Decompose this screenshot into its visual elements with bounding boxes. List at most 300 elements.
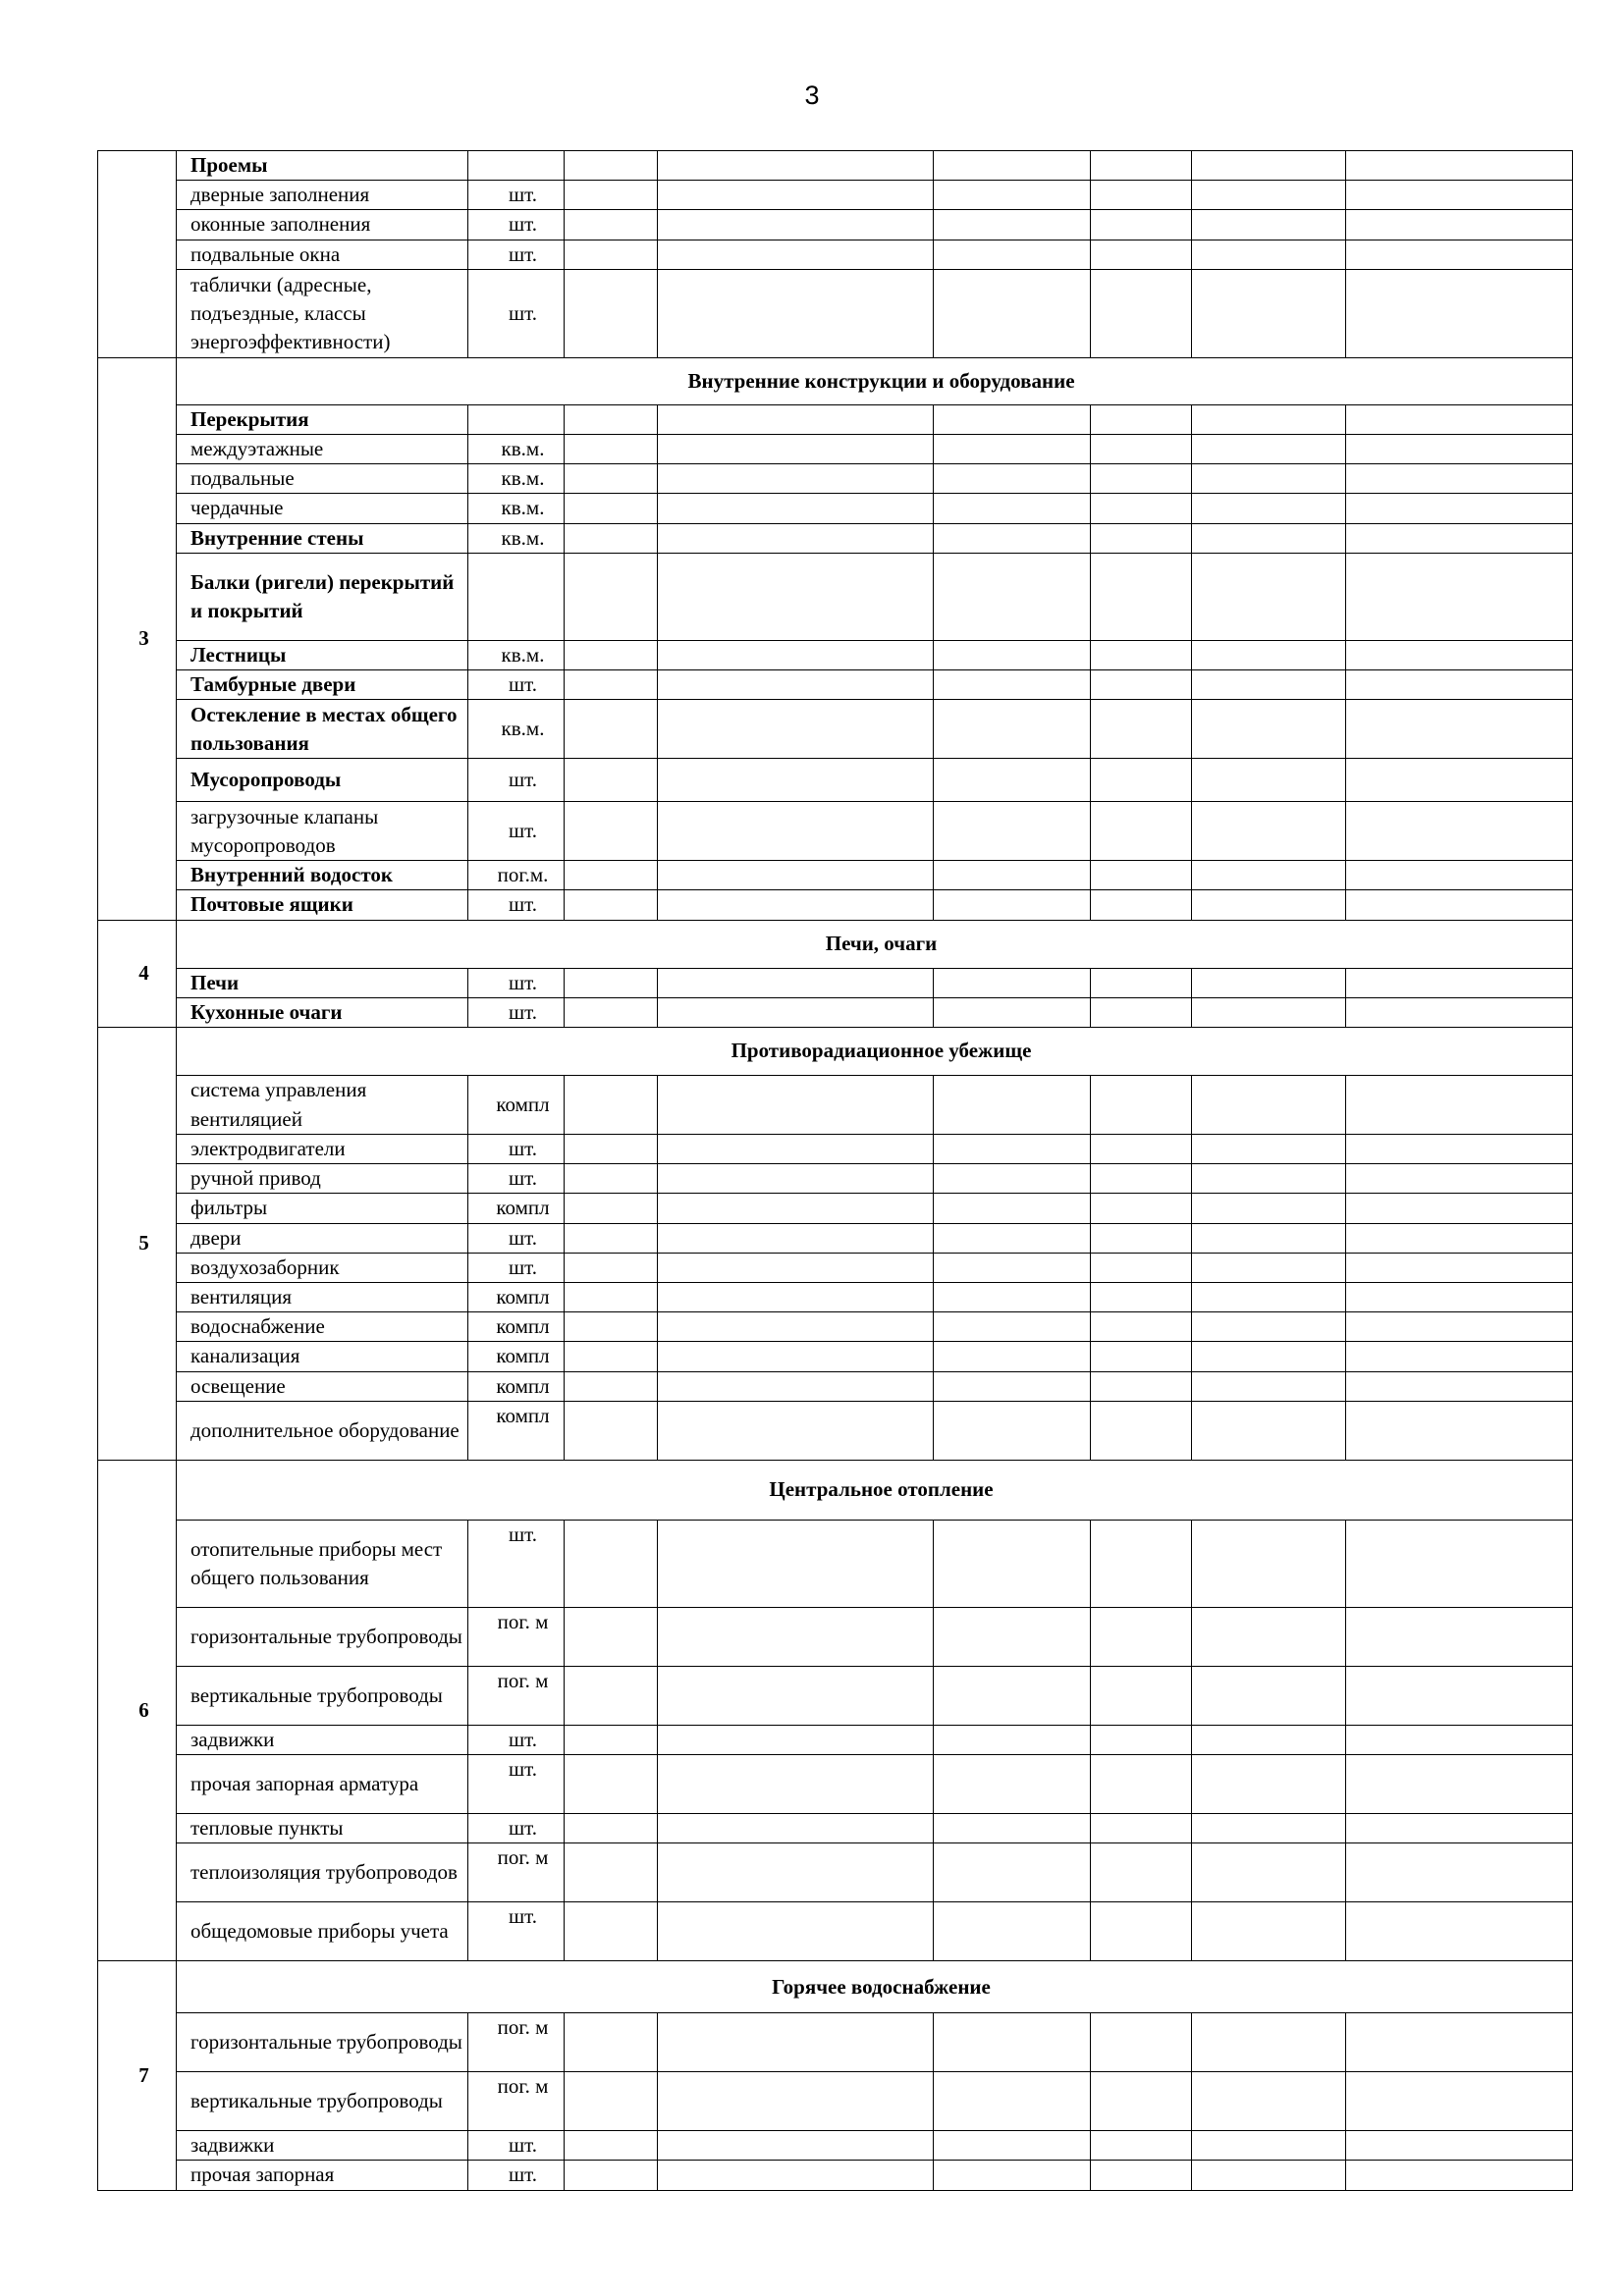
empty-cell[interactable]	[934, 1666, 1091, 1725]
empty-cell[interactable]	[1091, 1283, 1192, 1312]
empty-cell[interactable]	[934, 1755, 1091, 1814]
section-header-row	[98, 1460, 1573, 1520]
empty-cell[interactable]	[658, 523, 934, 553]
empty-cell[interactable]	[658, 968, 934, 997]
item-unit: шт.	[468, 1164, 565, 1194]
empty-cell[interactable]	[658, 1076, 934, 1135]
item-unit: компл	[468, 1371, 565, 1401]
table-row	[98, 802, 1573, 861]
empty-cell[interactable]	[1346, 1076, 1573, 1135]
empty-cell[interactable]	[1192, 1520, 1346, 1607]
empty-cell[interactable]	[658, 2131, 934, 2161]
empty-cell[interactable]	[1091, 553, 1192, 640]
empty-cell[interactable]	[565, 2131, 658, 2161]
empty-cell[interactable]	[934, 181, 1091, 210]
empty-cell[interactable]	[1192, 181, 1346, 210]
empty-cell[interactable]	[934, 523, 1091, 553]
empty-cell[interactable]	[934, 670, 1091, 700]
empty-cell[interactable]	[1192, 997, 1346, 1027]
empty-cell[interactable]	[565, 1814, 658, 1843]
empty-cell[interactable]	[1192, 494, 1346, 523]
item-unit: пог. м	[468, 2072, 565, 2131]
empty-cell[interactable]	[565, 181, 658, 210]
empty-cell[interactable]	[658, 2072, 934, 2131]
empty-cell[interactable]	[1192, 1164, 1346, 1194]
empty-cell[interactable]	[1091, 1076, 1192, 1135]
empty-cell[interactable]	[1091, 269, 1192, 357]
empty-cell[interactable]	[1192, 2072, 1346, 2131]
empty-cell[interactable]	[934, 1814, 1091, 1843]
section-title: Внутренние конструкции и оборудование	[177, 357, 1573, 404]
section-number: 6	[98, 1460, 177, 1960]
empty-cell[interactable]	[1346, 2131, 1573, 2161]
empty-cell[interactable]	[565, 670, 658, 700]
empty-cell[interactable]	[1346, 1194, 1573, 1223]
empty-cell[interactable]	[1091, 1312, 1192, 1342]
empty-cell[interactable]	[658, 1223, 934, 1253]
empty-cell[interactable]	[934, 861, 1091, 890]
empty-cell[interactable]	[565, 435, 658, 464]
empty-cell[interactable]	[1192, 210, 1346, 240]
empty-cell[interactable]	[1346, 464, 1573, 494]
empty-cell[interactable]	[1192, 640, 1346, 669]
empty-cell[interactable]	[658, 1312, 934, 1342]
empty-cell[interactable]	[658, 861, 934, 890]
empty-cell[interactable]	[658, 2013, 934, 2072]
table-row	[98, 1371, 1573, 1401]
empty-cell[interactable]	[1091, 435, 1192, 464]
item-unit: кв.м.	[468, 700, 565, 759]
empty-cell[interactable]	[658, 640, 934, 669]
empty-cell[interactable]	[1192, 1342, 1346, 1371]
section-number: 5	[98, 1028, 177, 1461]
empty-cell[interactable]	[1192, 1843, 1346, 1902]
empty-cell[interactable]	[934, 1520, 1091, 1607]
empty-cell[interactable]	[1346, 240, 1573, 269]
item-unit: пог.м.	[468, 861, 565, 890]
empty-cell[interactable]	[1346, 553, 1573, 640]
empty-cell[interactable]	[934, 494, 1091, 523]
empty-cell[interactable]	[658, 151, 934, 181]
empty-cell[interactable]	[934, 151, 1091, 181]
empty-cell[interactable]	[565, 269, 658, 357]
empty-cell[interactable]	[1192, 1194, 1346, 1223]
empty-cell[interactable]	[1091, 670, 1192, 700]
empty-cell[interactable]	[565, 1755, 658, 1814]
empty-cell[interactable]	[1091, 210, 1192, 240]
empty-cell[interactable]	[1192, 1607, 1346, 1666]
empty-cell[interactable]	[934, 1342, 1091, 1371]
empty-cell[interactable]	[934, 553, 1091, 640]
empty-cell[interactable]	[1091, 464, 1192, 494]
empty-cell[interactable]	[565, 2161, 658, 2190]
item-unit: шт.	[468, 1814, 565, 1843]
item-name: система управления вентиляцией	[177, 1076, 468, 1135]
empty-cell[interactable]	[1346, 1371, 1573, 1401]
table-row	[98, 890, 1573, 920]
empty-cell[interactable]	[1346, 1814, 1573, 1843]
empty-cell[interactable]	[1346, 1342, 1573, 1371]
empty-cell[interactable]	[658, 464, 934, 494]
empty-cell[interactable]	[565, 640, 658, 669]
empty-cell[interactable]	[658, 1371, 934, 1401]
empty-cell[interactable]	[658, 802, 934, 861]
empty-cell[interactable]	[658, 1843, 934, 1902]
empty-cell[interactable]	[1091, 1666, 1192, 1725]
empty-cell[interactable]	[934, 890, 1091, 920]
empty-cell[interactable]	[1091, 523, 1192, 553]
empty-cell[interactable]	[1346, 1401, 1573, 1460]
empty-cell[interactable]	[1091, 1902, 1192, 1961]
empty-cell[interactable]	[565, 240, 658, 269]
empty-cell[interactable]	[1192, 2161, 1346, 2190]
empty-cell[interactable]	[1346, 1725, 1573, 1754]
empty-cell[interactable]	[1346, 269, 1573, 357]
item-unit: шт.	[468, 210, 565, 240]
empty-cell[interactable]	[1346, 1755, 1573, 1814]
empty-cell[interactable]	[658, 1253, 934, 1282]
empty-cell[interactable]	[1346, 523, 1573, 553]
empty-cell[interactable]	[1091, 1755, 1192, 1814]
empty-cell[interactable]	[1091, 404, 1192, 434]
empty-cell[interactable]	[1091, 2131, 1192, 2161]
empty-cell[interactable]	[565, 1725, 658, 1754]
empty-cell[interactable]	[934, 2131, 1091, 2161]
empty-cell[interactable]	[1091, 494, 1192, 523]
empty-cell[interactable]	[1192, 1755, 1346, 1814]
empty-cell[interactable]	[1091, 2161, 1192, 2190]
empty-cell[interactable]	[658, 404, 934, 434]
empty-cell[interactable]	[658, 1814, 934, 1843]
empty-cell[interactable]	[1192, 802, 1346, 861]
empty-cell[interactable]	[1346, 151, 1573, 181]
empty-cell[interactable]	[1091, 759, 1192, 802]
empty-cell[interactable]	[934, 1312, 1091, 1342]
empty-cell[interactable]	[565, 1666, 658, 1725]
table-row	[98, 523, 1573, 553]
empty-cell[interactable]	[1091, 802, 1192, 861]
empty-cell[interactable]	[1192, 269, 1346, 357]
empty-cell[interactable]	[565, 1371, 658, 1401]
empty-cell[interactable]	[658, 1135, 934, 1164]
empty-cell[interactable]	[1091, 240, 1192, 269]
empty-cell[interactable]	[658, 1401, 934, 1460]
empty-cell[interactable]	[658, 2161, 934, 2190]
empty-cell[interactable]	[934, 210, 1091, 240]
empty-cell[interactable]	[934, 269, 1091, 357]
empty-cell[interactable]	[934, 1194, 1091, 1223]
empty-cell[interactable]	[565, 968, 658, 997]
empty-cell[interactable]	[658, 1342, 934, 1371]
empty-cell[interactable]	[934, 700, 1091, 759]
item-name: вертикальные трубопроводы	[177, 1666, 468, 1725]
empty-cell[interactable]	[565, 151, 658, 181]
empty-cell[interactable]	[1192, 1401, 1346, 1460]
empty-cell[interactable]	[565, 700, 658, 759]
empty-cell[interactable]	[1091, 181, 1192, 210]
empty-cell[interactable]	[1091, 1253, 1192, 1282]
empty-cell[interactable]	[565, 494, 658, 523]
empty-cell[interactable]	[1346, 1253, 1573, 1282]
empty-cell[interactable]	[1192, 553, 1346, 640]
empty-cell[interactable]	[1192, 2131, 1346, 2161]
empty-cell[interactable]	[934, 1223, 1091, 1253]
empty-cell[interactable]	[1091, 1223, 1192, 1253]
empty-cell[interactable]	[1346, 2072, 1573, 2131]
empty-cell[interactable]	[1091, 1194, 1192, 1223]
empty-cell[interactable]	[565, 1194, 658, 1223]
empty-cell[interactable]	[565, 861, 658, 890]
empty-cell[interactable]	[565, 553, 658, 640]
empty-cell[interactable]	[1091, 861, 1192, 890]
empty-cell[interactable]	[658, 1902, 934, 1961]
empty-cell[interactable]	[1091, 1607, 1192, 1666]
empty-cell[interactable]	[1346, 802, 1573, 861]
empty-cell[interactable]	[934, 1253, 1091, 1282]
empty-cell[interactable]	[658, 240, 934, 269]
item-unit: кв.м.	[468, 494, 565, 523]
empty-cell[interactable]	[1091, 1520, 1192, 1607]
empty-cell[interactable]	[658, 1194, 934, 1223]
empty-cell[interactable]	[565, 802, 658, 861]
empty-cell[interactable]	[658, 1520, 934, 1607]
table-row	[98, 1164, 1573, 1194]
item-name: подвальные	[177, 464, 468, 494]
empty-cell[interactable]	[658, 1607, 934, 1666]
empty-cell[interactable]	[1192, 670, 1346, 700]
table-row	[98, 1401, 1573, 1460]
empty-cell[interactable]	[934, 1164, 1091, 1194]
empty-cell[interactable]	[1346, 759, 1573, 802]
empty-cell[interactable]	[1346, 2013, 1573, 2072]
empty-cell[interactable]	[1346, 2161, 1573, 2190]
empty-cell[interactable]	[1346, 1283, 1573, 1312]
item-unit: компл	[468, 1076, 565, 1135]
empty-cell[interactable]	[1346, 1135, 1573, 1164]
empty-cell[interactable]	[934, 640, 1091, 669]
empty-cell[interactable]	[1192, 1666, 1346, 1725]
empty-cell[interactable]	[1192, 240, 1346, 269]
item-unit: шт.	[468, 1520, 565, 1607]
empty-cell[interactable]	[1346, 670, 1573, 700]
empty-cell[interactable]	[1192, 435, 1346, 464]
item-name: Балки (ригели) перекрытий и покрытий	[177, 553, 468, 640]
empty-cell[interactable]	[565, 1843, 658, 1902]
empty-cell[interactable]	[1091, 1342, 1192, 1371]
table-row	[98, 700, 1573, 759]
item-unit: пог. м	[468, 1607, 565, 1666]
empty-cell[interactable]	[1192, 464, 1346, 494]
empty-cell[interactable]	[1346, 1607, 1573, 1666]
item-unit: шт.	[468, 240, 565, 269]
empty-cell[interactable]	[1192, 968, 1346, 997]
empty-cell[interactable]	[1192, 151, 1346, 181]
empty-cell[interactable]	[1091, 1135, 1192, 1164]
empty-cell[interactable]	[934, 1283, 1091, 1312]
table-row	[98, 759, 1573, 802]
empty-cell[interactable]	[565, 1164, 658, 1194]
empty-cell[interactable]	[1091, 1843, 1192, 1902]
item-unit	[468, 404, 565, 434]
empty-cell[interactable]	[658, 890, 934, 920]
empty-cell[interactable]	[565, 404, 658, 434]
empty-cell[interactable]	[934, 968, 1091, 997]
empty-cell[interactable]	[1091, 151, 1192, 181]
empty-cell[interactable]	[1346, 640, 1573, 669]
empty-cell[interactable]	[1346, 861, 1573, 890]
empty-cell[interactable]	[1091, 1725, 1192, 1754]
empty-cell[interactable]	[565, 759, 658, 802]
empty-cell[interactable]	[658, 1283, 934, 1312]
empty-cell[interactable]	[1346, 1520, 1573, 1607]
empty-cell[interactable]	[658, 700, 934, 759]
empty-cell[interactable]	[1091, 1164, 1192, 1194]
empty-cell[interactable]	[1346, 997, 1573, 1027]
empty-cell[interactable]	[1346, 1902, 1573, 1961]
empty-cell[interactable]	[1091, 968, 1192, 997]
empty-cell[interactable]	[1091, 1814, 1192, 1843]
empty-cell[interactable]	[658, 670, 934, 700]
empty-cell[interactable]	[1091, 1401, 1192, 1460]
empty-cell[interactable]	[1346, 700, 1573, 759]
table-row	[98, 1076, 1573, 1135]
empty-cell[interactable]	[658, 997, 934, 1027]
empty-cell[interactable]	[565, 1607, 658, 1666]
empty-cell[interactable]	[1091, 640, 1192, 669]
empty-cell[interactable]	[1192, 1814, 1346, 1843]
empty-cell[interactable]	[565, 1253, 658, 1282]
empty-cell[interactable]	[934, 240, 1091, 269]
empty-cell[interactable]	[1346, 435, 1573, 464]
empty-cell[interactable]	[934, 2072, 1091, 2131]
empty-cell[interactable]	[1346, 1312, 1573, 1342]
empty-cell[interactable]	[565, 1076, 658, 1135]
empty-cell[interactable]	[658, 1164, 934, 1194]
empty-cell[interactable]	[1192, 1371, 1346, 1401]
empty-cell[interactable]	[1091, 997, 1192, 1027]
empty-cell[interactable]	[1192, 759, 1346, 802]
empty-cell[interactable]	[1346, 210, 1573, 240]
empty-cell[interactable]	[934, 759, 1091, 802]
empty-cell[interactable]	[658, 494, 934, 523]
table-row	[98, 240, 1573, 269]
empty-cell[interactable]	[1091, 2013, 1192, 2072]
empty-cell[interactable]	[1346, 890, 1573, 920]
empty-cell[interactable]	[565, 1342, 658, 1371]
empty-cell[interactable]	[934, 1135, 1091, 1164]
empty-cell[interactable]	[565, 890, 658, 920]
empty-cell[interactable]	[1192, 404, 1346, 434]
empty-cell[interactable]	[1192, 1725, 1346, 1754]
empty-cell[interactable]	[658, 1666, 934, 1725]
empty-cell[interactable]	[1192, 2013, 1346, 2072]
empty-cell[interactable]	[1192, 1076, 1346, 1135]
empty-cell[interactable]	[658, 269, 934, 357]
empty-cell[interactable]	[1346, 1223, 1573, 1253]
table-row	[98, 968, 1573, 997]
empty-cell[interactable]	[1091, 700, 1192, 759]
empty-cell[interactable]	[1192, 861, 1346, 890]
empty-cell[interactable]	[1192, 890, 1346, 920]
empty-cell[interactable]	[1346, 181, 1573, 210]
empty-cell[interactable]	[934, 404, 1091, 434]
empty-cell[interactable]	[934, 1401, 1091, 1460]
empty-cell[interactable]	[934, 1607, 1091, 1666]
empty-cell[interactable]	[934, 802, 1091, 861]
empty-cell[interactable]	[934, 997, 1091, 1027]
empty-cell[interactable]	[565, 2013, 658, 2072]
empty-cell[interactable]	[658, 759, 934, 802]
empty-cell[interactable]	[565, 1520, 658, 1607]
empty-cell[interactable]	[658, 553, 934, 640]
item-name: оконные заполнения	[177, 210, 468, 240]
empty-cell[interactable]	[565, 1283, 658, 1312]
empty-cell[interactable]	[1346, 1164, 1573, 1194]
empty-cell[interactable]	[565, 210, 658, 240]
item-unit: компл	[468, 1342, 565, 1371]
empty-cell[interactable]	[934, 2013, 1091, 2072]
empty-cell[interactable]	[1346, 494, 1573, 523]
item-name: двери	[177, 1223, 468, 1253]
empty-cell[interactable]	[934, 1725, 1091, 1754]
empty-cell[interactable]	[1192, 1902, 1346, 1961]
empty-cell[interactable]	[658, 435, 934, 464]
empty-cell[interactable]	[565, 464, 658, 494]
empty-cell[interactable]	[565, 1401, 658, 1460]
empty-cell[interactable]	[565, 2072, 658, 2131]
empty-cell[interactable]	[658, 181, 934, 210]
empty-cell[interactable]	[658, 1725, 934, 1754]
empty-cell[interactable]	[1192, 1283, 1346, 1312]
empty-cell[interactable]	[1091, 2072, 1192, 2131]
empty-cell[interactable]	[934, 1902, 1091, 1961]
empty-cell[interactable]	[1091, 1371, 1192, 1401]
empty-cell[interactable]	[1346, 1843, 1573, 1902]
empty-cell[interactable]	[565, 997, 658, 1027]
empty-cell[interactable]	[934, 464, 1091, 494]
empty-cell[interactable]	[1346, 968, 1573, 997]
empty-cell[interactable]	[565, 1223, 658, 1253]
table-row	[98, 210, 1573, 240]
empty-cell[interactable]	[1192, 1223, 1346, 1253]
empty-cell[interactable]	[565, 1135, 658, 1164]
empty-cell[interactable]	[565, 1902, 658, 1961]
empty-cell[interactable]	[934, 1371, 1091, 1401]
item-unit: кв.м.	[468, 435, 565, 464]
item-unit: компл	[468, 1401, 565, 1460]
page-number: 3	[804, 80, 820, 110]
empty-cell[interactable]	[658, 210, 934, 240]
empty-cell[interactable]	[1192, 1135, 1346, 1164]
empty-cell[interactable]	[1192, 1253, 1346, 1282]
empty-cell[interactable]	[934, 1076, 1091, 1135]
empty-cell[interactable]	[565, 1312, 658, 1342]
empty-cell[interactable]	[1346, 404, 1573, 434]
item-unit: кв.м.	[468, 640, 565, 669]
empty-cell[interactable]	[1346, 1666, 1573, 1725]
item-name: водоснабжение	[177, 1312, 468, 1342]
empty-cell[interactable]	[1192, 523, 1346, 553]
empty-cell[interactable]	[1192, 1312, 1346, 1342]
empty-cell[interactable]	[934, 435, 1091, 464]
empty-cell[interactable]	[565, 523, 658, 553]
empty-cell[interactable]	[658, 1755, 934, 1814]
item-name: задвижки	[177, 1725, 468, 1754]
empty-cell[interactable]	[934, 1843, 1091, 1902]
empty-cell[interactable]	[1091, 890, 1192, 920]
empty-cell[interactable]	[934, 2161, 1091, 2190]
empty-cell[interactable]	[1192, 700, 1346, 759]
